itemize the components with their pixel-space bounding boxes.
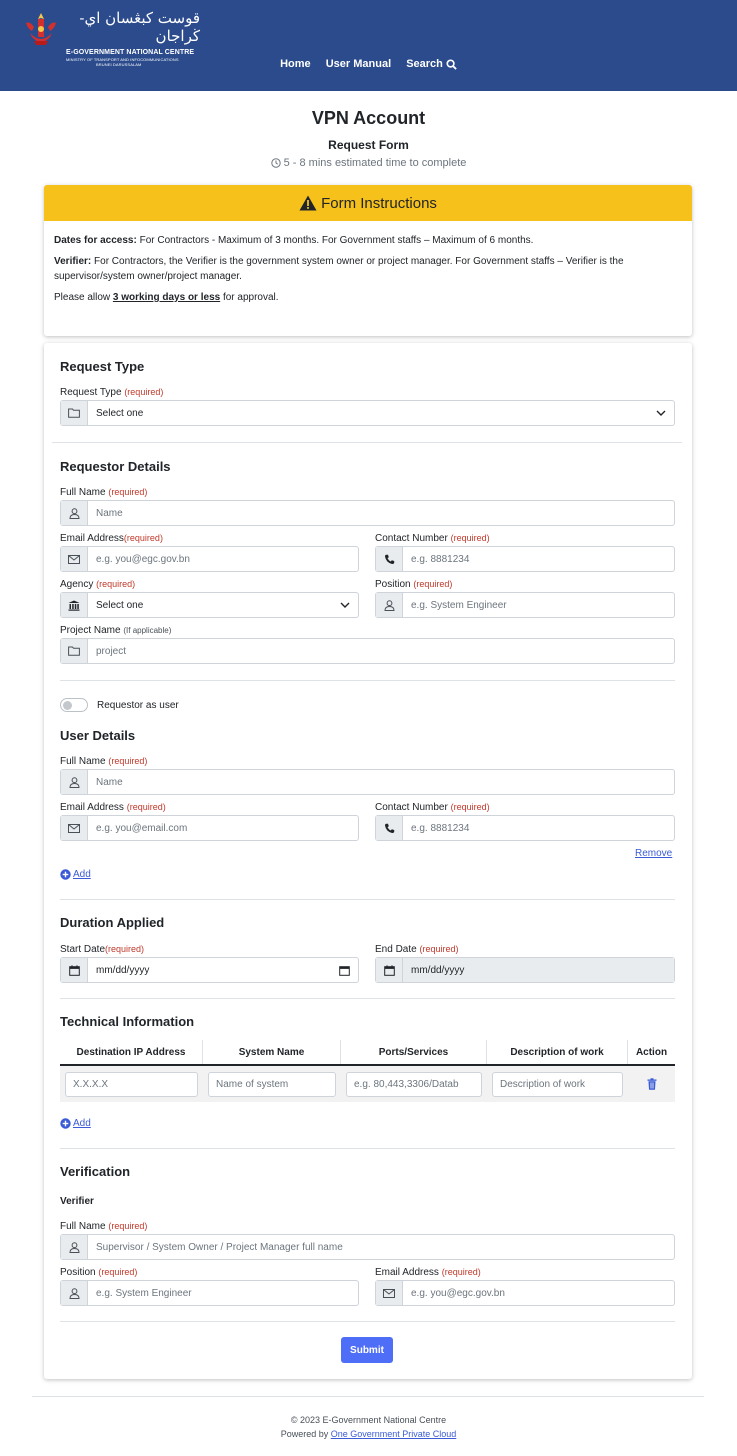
user-icon [61, 1235, 88, 1259]
divider [60, 680, 675, 681]
logo-name: E-GOVERNMENT NATIONAL CENTRE [66, 49, 195, 56]
clock-icon [271, 158, 281, 168]
envelope-icon [61, 547, 88, 571]
nav-search-label: Search [406, 58, 443, 70]
divider [60, 1321, 675, 1322]
plus-circle-icon [60, 869, 71, 880]
user-icon [61, 501, 88, 525]
verifier-position-input[interactable]: e.g. System Engineer [60, 1280, 359, 1306]
user-icon [61, 1281, 88, 1305]
end-date-input[interactable]: mm/dd/yyyy [375, 957, 675, 983]
section-technical-title: Technical Information [60, 1014, 195, 1029]
footer-divider [32, 1396, 704, 1397]
instruction-verifier: Verifier: For Contractors, the Verifier is the government system owner or project manager. For Government staffs – Verifier is the supervisor/system owner/project manager. [54, 256, 624, 282]
verifier-subtitle: Verifier [60, 1196, 94, 1207]
footer-ogpc-link[interactable]: One Government Private Cloud [330, 1429, 457, 1439]
request-type-select[interactable] [60, 400, 675, 426]
phone-icon [376, 816, 403, 840]
col-description: Description of work [487, 1040, 628, 1064]
warning-icon [299, 195, 317, 211]
submit-button[interactable]: Submit [341, 1337, 393, 1363]
technical-table [60, 1040, 675, 1102]
main-nav [0, 58, 737, 70]
instructions-body [44, 221, 692, 323]
nav-manual-label: User Manual [325, 58, 392, 70]
project-name-input[interactable]: project [60, 638, 675, 664]
instructions-title: Form Instructions [321, 194, 437, 212]
search-icon [446, 59, 457, 70]
requestor-contact-label: Contact Number (required) [375, 533, 490, 544]
start-date-input[interactable] [60, 957, 359, 983]
col-ports-services: Ports/Services [341, 1040, 487, 1064]
nav-user-manual-link[interactable] [326, 58, 391, 70]
divider [60, 899, 675, 900]
chevron-down-icon [656, 410, 666, 416]
estimated-time-text: 5 - 8 mins estimated time to complete [283, 157, 467, 169]
verifier-name-input[interactable]: Supervisor / System Owner / Project Manager full name [60, 1234, 675, 1260]
divider [60, 998, 675, 999]
folder-icon [61, 639, 88, 663]
request-form-card [44, 343, 692, 1379]
plus-circle-icon [60, 1118, 71, 1129]
table-row [60, 1066, 675, 1102]
verifier-email-label: Email Address (required) [375, 1267, 481, 1278]
footer-powered: Powered by One Government Private Cloud [280, 1429, 457, 1439]
end-date-label: End Date (required) [375, 944, 459, 955]
calendar-icon [376, 958, 403, 982]
nav-home-label: Home [280, 58, 311, 70]
requestor-email-label: Email Address(required) [60, 533, 163, 544]
instructions-card [44, 185, 692, 336]
system-name-input[interactable]: Name of system [208, 1072, 336, 1097]
instruction-approval: Please allow 3 working days or less for approval. [54, 292, 279, 303]
requestor-contact-input[interactable]: e.g. 8881234 [375, 546, 675, 572]
agency-label: Agency (required) [60, 579, 136, 590]
trash-icon[interactable] [628, 1078, 675, 1090]
add-technical-label: Add [73, 1118, 91, 1129]
request-type-value: Select one [96, 407, 144, 419]
verifier-position-label: Position (required) [60, 1267, 138, 1278]
envelope-icon [61, 816, 88, 840]
requestor-position-label: Position (required) [375, 579, 453, 590]
col-destination-ip: Destination IP Address [60, 1040, 203, 1064]
instructions-header [44, 185, 692, 221]
page-title: VPN Account [311, 108, 426, 128]
requestor-as-user-label: Requestor as user [97, 700, 179, 711]
logo-subtitle: MINISTRY OF TRANSPORT AND INFOCOMMUNICATIONS [66, 57, 179, 62]
estimated-time [0, 157, 737, 169]
user-icon [61, 770, 88, 794]
page-subtitle: Request Form [328, 138, 409, 152]
request-type-label: Request Type (required) [60, 387, 164, 398]
calendar-picker-icon[interactable] [339, 965, 350, 976]
section-request-type-title: Request Type [60, 359, 145, 374]
calendar-icon [61, 958, 88, 982]
description-input[interactable]: Description of work [492, 1072, 623, 1097]
logo-jawi-text: قوست كبڠسان اي-ڬراجان [79, 9, 200, 45]
add-technical-row-link[interactable] [60, 1118, 91, 1129]
user-email-input[interactable]: e.g. you@email.com [60, 815, 359, 841]
destination-ip-input[interactable]: X.X.X.X [65, 1072, 198, 1097]
agency-select[interactable] [60, 592, 359, 618]
envelope-icon [376, 1281, 403, 1305]
section-requestor-title: Requestor Details [60, 459, 171, 474]
col-system-name: System Name [203, 1040, 341, 1064]
nav-search-link[interactable] [406, 58, 457, 70]
instruction-dates: Dates for access: For Contractors - Maximum of 3 months. For Government staffs – Maximum of 6 months. [54, 235, 534, 246]
section-user-details-title: User Details [60, 728, 136, 743]
section-duration-title: Duration Applied [60, 915, 165, 930]
user-contact-input[interactable]: e.g. 8881234 [375, 815, 675, 841]
user-name-label: Full Name (required) [60, 756, 148, 767]
top-header [0, 0, 737, 91]
folder-icon [61, 401, 88, 425]
footer-copyright: © 2023 E-Government National Centre [290, 1415, 447, 1425]
requestor-name-label: Full Name (required) [60, 487, 148, 498]
requestor-position-input[interactable]: e.g. System Engineer [375, 592, 675, 618]
start-date-label: Start Date(required) [60, 944, 145, 955]
phone-icon [376, 547, 403, 571]
start-date-value: mm/dd/yyyy [96, 964, 150, 976]
remove-user-link[interactable]: Remove [635, 848, 673, 859]
requestor-name-input[interactable]: Name [60, 500, 675, 526]
user-contact-label: Contact Number (required) [375, 802, 490, 813]
requestor-as-user-toggle[interactable] [60, 698, 88, 712]
nav-home-link[interactable] [280, 58, 311, 70]
section-verification-title: Verification [60, 1164, 131, 1179]
user-icon [376, 593, 403, 617]
verifier-email-input[interactable]: e.g. you@egc.gov.bn [375, 1280, 675, 1306]
col-action: Action [635, 1046, 668, 1058]
chevron-down-icon [340, 602, 350, 608]
logo-subtitle-2: BRUNEI DARUSSALAM [96, 62, 142, 67]
add-user-link[interactable] [60, 869, 91, 880]
verifier-name-label: Full Name (required) [60, 1221, 148, 1232]
project-name-label: Project Name (If applicable) [60, 625, 172, 636]
building-icon [61, 593, 88, 617]
crest-logo-icon[interactable] [20, 9, 62, 51]
ports-services-input[interactable]: e.g. 80,443,3306/Datab [346, 1072, 482, 1097]
add-user-label: Add [73, 869, 91, 880]
divider [52, 442, 682, 443]
user-name-input[interactable]: Name [60, 769, 675, 795]
divider [60, 1148, 675, 1149]
table-header [60, 1040, 675, 1066]
agency-value: Select one [96, 599, 144, 611]
requestor-email-input[interactable]: e.g. you@egc.gov.bn [60, 546, 359, 572]
user-email-label: Email Address (required) [60, 802, 166, 813]
